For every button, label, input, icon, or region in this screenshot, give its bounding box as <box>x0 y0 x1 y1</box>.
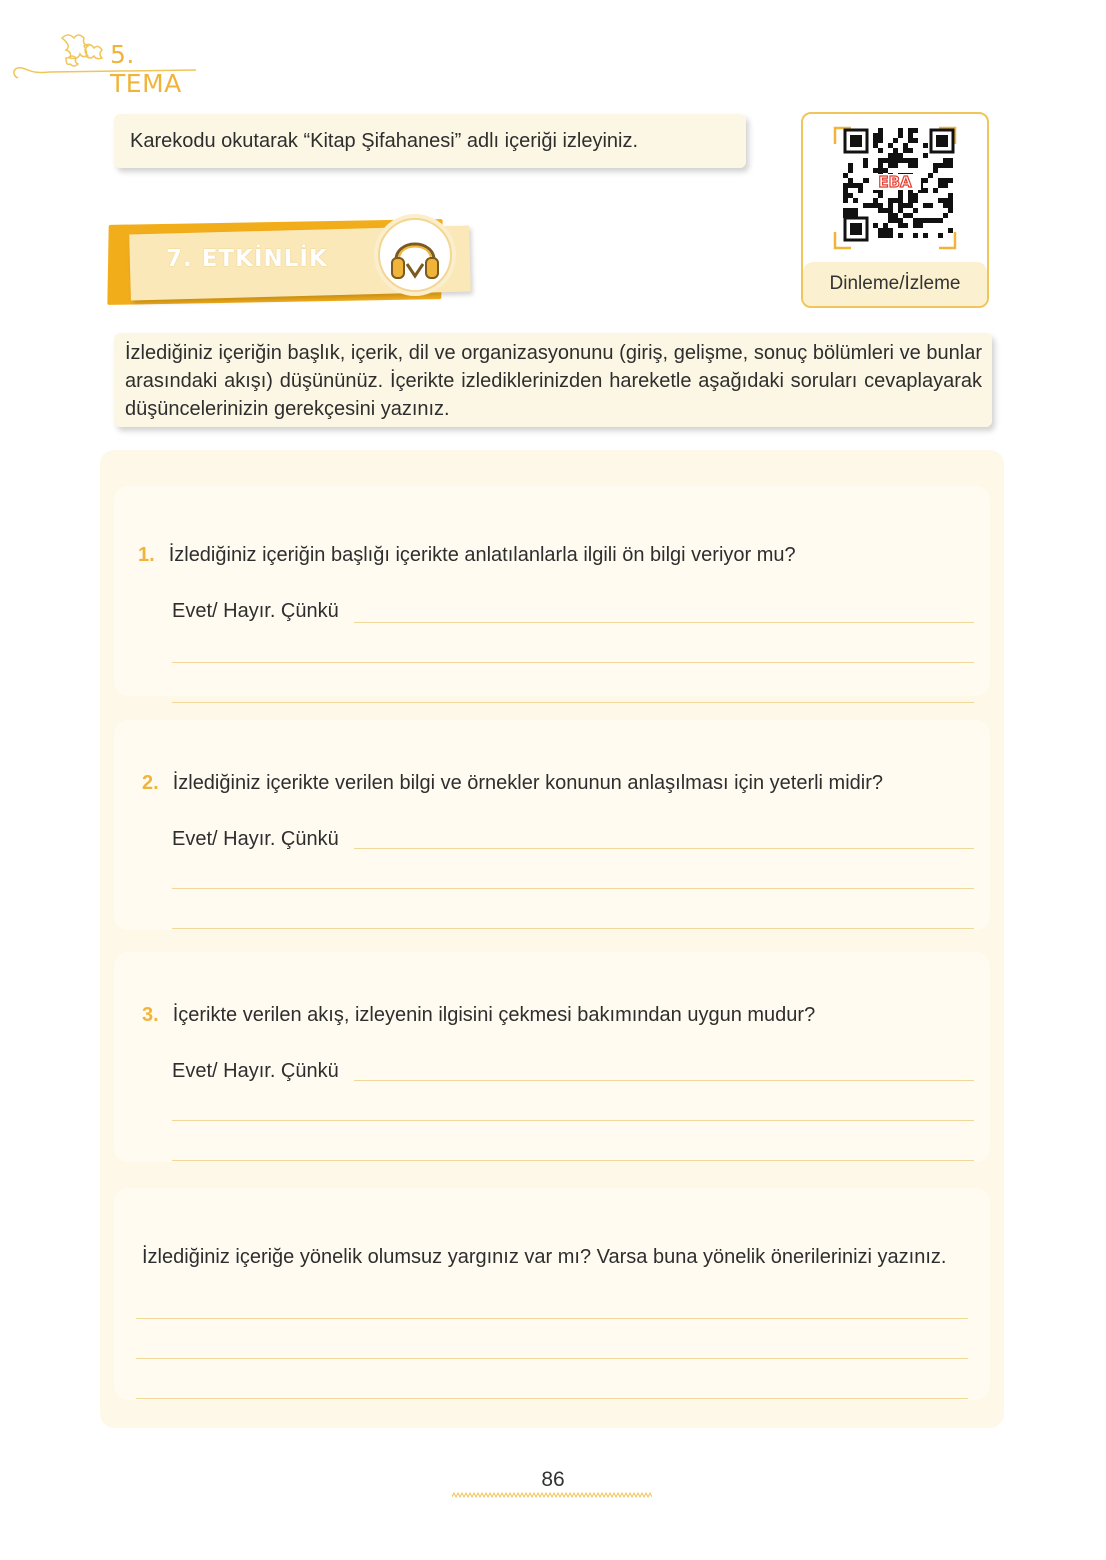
answer-prefix: Evet/ Hayır. Çünkü <box>172 828 339 850</box>
question-2 <box>142 772 883 795</box>
footer-ornament-icon <box>452 1492 652 1498</box>
question-card-2 <box>114 720 990 930</box>
answer-line[interactable] <box>172 1120 974 1121</box>
theme-header <box>10 28 210 98</box>
question-card-3 <box>114 952 990 1162</box>
answer-line[interactable] <box>172 1160 974 1161</box>
intro-box <box>114 333 992 427</box>
intro-text: İzlediğiniz içeriğin başlık, içerik, dil ve organizasyonunu (giriş, gelişme, sonuç bölümleri ve bunlar arasındaki akışı) düşününüz. İçerikte izlediklerinizden hareketle aşağıdaki soruları cevaplayarak düşüncelerinizin gerekçesini yazınız. <box>125 342 982 420</box>
qr-instruction-box <box>114 114 746 168</box>
headphones-badge <box>378 218 452 292</box>
answer-line[interactable] <box>136 1358 968 1359</box>
question-number: 2. <box>142 772 159 794</box>
eba-logo-text: EBA <box>878 173 912 191</box>
question-number: 3. <box>142 1004 159 1026</box>
activity-banner <box>104 216 476 312</box>
answer-prefix: Evet/ Hayır. Çünkü <box>172 1060 339 1082</box>
answer-line[interactable] <box>172 888 974 889</box>
answer-line[interactable] <box>354 848 974 849</box>
headphones-icon <box>380 220 450 290</box>
question-3 <box>142 1004 815 1027</box>
qr-caption <box>803 262 987 306</box>
answer-prefix: Evet/ Hayır. Çünkü <box>172 600 339 622</box>
question-text: İzlediğiniz içeriğin başlığı içerikte anlatılanlarla ilgili ön bilgi veriyor mu? <box>168 544 796 566</box>
answer-line[interactable] <box>354 622 974 623</box>
answer-line[interactable] <box>354 1080 974 1081</box>
page-number: 86 <box>541 1468 565 1491</box>
question-text: İçerikte verilen akış, izleyenin ilgisini çekmesi bakımından uygun mudur? <box>172 1004 816 1026</box>
answer-line[interactable] <box>172 662 974 663</box>
answer-line[interactable] <box>136 1318 968 1319</box>
qr-code-icon[interactable] <box>831 124 959 252</box>
questions-panel <box>100 450 1004 1428</box>
final-question: İzlediğiniz içeriğe yönelik olumsuz yargınız var mı? Varsa buna yönelik önerilerinizi yazınız. <box>142 1246 947 1268</box>
qr-instruction-text: Karekodu okutarak “Kitap Şifahanesi” adlı içeriği izleyiniz. <box>130 129 639 152</box>
question-number: 1. <box>138 544 155 566</box>
qr-caption-text: Dinleme/İzleme <box>829 273 961 294</box>
answer-line[interactable] <box>136 1398 968 1399</box>
question-text: İzlediğiniz içerikte verilen bilgi ve örnekler konunun anlaşılması için yeterli midir? <box>172 772 883 794</box>
qr-code-box[interactable] <box>801 112 989 308</box>
answer-line[interactable] <box>172 928 974 929</box>
activity-title: 7. ETKİNLİK <box>166 246 328 272</box>
question-1 <box>138 544 796 567</box>
question-card-1 <box>114 486 990 696</box>
final-question-card <box>114 1188 990 1400</box>
answer-line[interactable] <box>172 702 974 703</box>
theme-label: 5. TEMA <box>110 40 182 98</box>
